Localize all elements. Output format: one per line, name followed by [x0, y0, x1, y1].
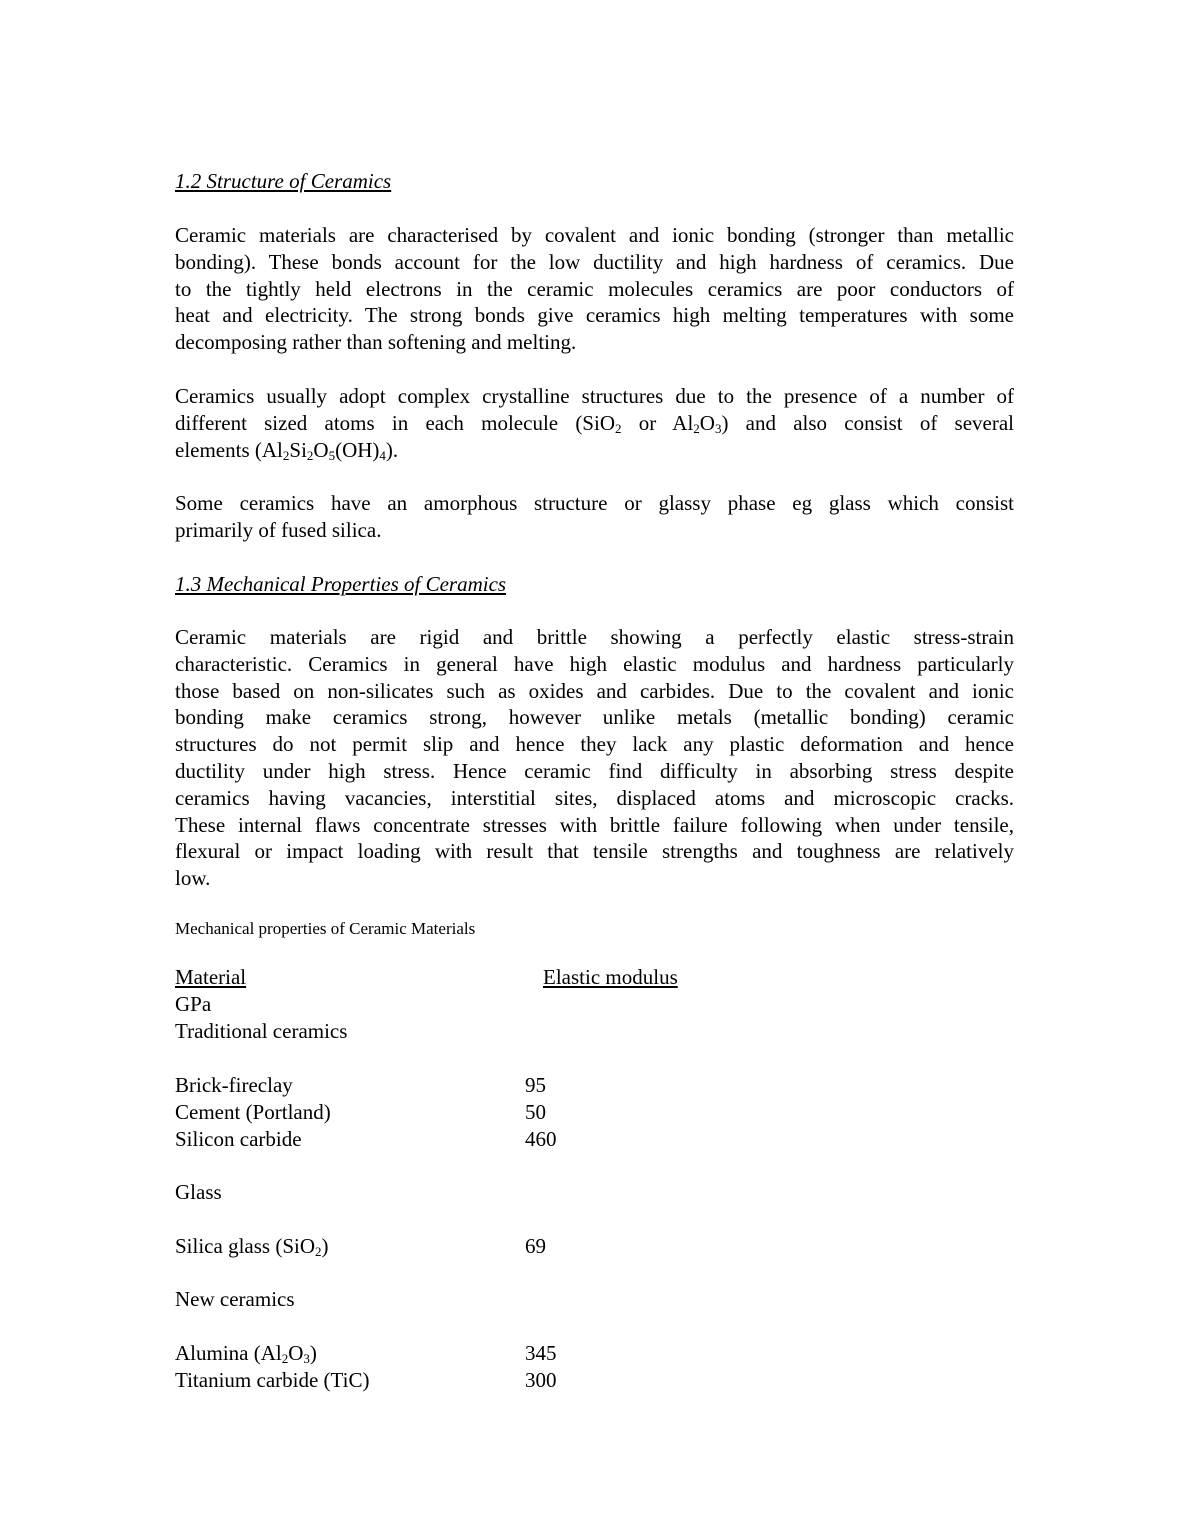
group-new-ceramics: New ceramics	[175, 1287, 295, 1311]
section-heading-structure: 1.2 Structure of Ceramics	[175, 169, 392, 193]
modulus-value: 460	[525, 1127, 557, 1151]
paragraph-amorphous	[175, 490, 1014, 544]
text-line: characteristic. Ceramics in general have high elastic modulus and hardness particularly	[175, 651, 1014, 676]
modulus-value: 69	[525, 1234, 546, 1258]
text-line: low.	[175, 866, 211, 891]
text-line: decomposing rather than softening and melting.	[175, 330, 577, 355]
modulus-value: 345	[525, 1341, 557, 1365]
text-line: Ceramic materials are characterised by covalent and ionic bonding (stronger than metallic	[175, 223, 1014, 247]
text-line: flexural or impact loading with result that tensile strengths and toughness are relatively	[175, 839, 1014, 864]
paragraph-bonding	[175, 222, 1014, 356]
material-name: Alumina $(Al_2O_3)$	[175, 1341, 317, 1366]
text-line: Some ceramics have an amorphous structure or glassy phase eg glass which consist	[175, 491, 1014, 515]
text-line: elements $(Al_2Si_2O_5(OH)_4)$.	[175, 437, 399, 463]
material-name: Titanium carbide (TiC)	[175, 1368, 370, 1392]
modulus-value: 300	[525, 1368, 557, 1392]
group-traditional-ceramics: Traditional ceramics	[175, 1019, 348, 1043]
text-line: heat and electricity. The strong bonds give ceramics high melting temperatures with some	[175, 303, 1014, 328]
text-line: primarily of fused silica.	[175, 517, 382, 542]
material-name: Silicon carbide	[175, 1127, 302, 1151]
paragraph-crystalline	[175, 383, 1014, 463]
text-line: those based on non-silicates such as oxides and carbides. Due to the covalent and ionic	[175, 678, 1014, 703]
text-line: different sized atoms in each molecule (SiO$_2$ or $Al_2O_3$) and also consist of several	[175, 410, 1014, 436]
modulus-value: 95	[525, 1073, 546, 1097]
text-line: to the tightly held electrons in the ceramic molecules ceramics are poor conductors of	[175, 276, 1014, 301]
text-line: These internal flaws concentrate stresses with brittle failure following when under tensile,	[175, 812, 1014, 837]
column-header-elastic-modulus: Elastic modulus	[543, 965, 678, 989]
section-heading-mechanical: 1.3 Mechanical Properties of Ceramics	[175, 572, 507, 596]
material-name: Cement (Portland)	[175, 1100, 331, 1124]
text-line: Ceramic materials are rigid and brittle showing a perfectly elastic stress-strain	[175, 625, 1014, 649]
text-line: bonding make ceramics strong, however unlike metals (metallic bonding) ceramic	[175, 705, 1014, 730]
text-line: ductility under high stress. Hence ceramic find difficulty in absorbing stress despite	[175, 758, 1014, 783]
paragraph-mechanical	[175, 624, 1014, 892]
column-header-material: Material	[175, 965, 247, 989]
material-name: Silica glass (SiO$_2$)	[175, 1234, 329, 1259]
modulus-value: 50	[525, 1100, 546, 1124]
text-line: structures do not permit slip and hence they lack any plastic deformation and hence	[175, 732, 1014, 757]
group-glass: Glass	[175, 1180, 222, 1204]
table-caption: Mechanical properties of Ceramic Materials	[175, 919, 476, 938]
text-line: Ceramics usually adopt complex crystalline structures due to the presence of a number of	[175, 384, 1014, 408]
text-line: bonding). These bonds account for the low ductility and high hardness of ceramics. Due	[175, 249, 1014, 274]
text-line: ceramics having vacancies, interstitial sites, displaced atoms and microscopic cracks.	[175, 785, 1014, 810]
material-name: Brick-fireclay	[175, 1073, 293, 1097]
unit-label: GPa	[175, 992, 212, 1016]
